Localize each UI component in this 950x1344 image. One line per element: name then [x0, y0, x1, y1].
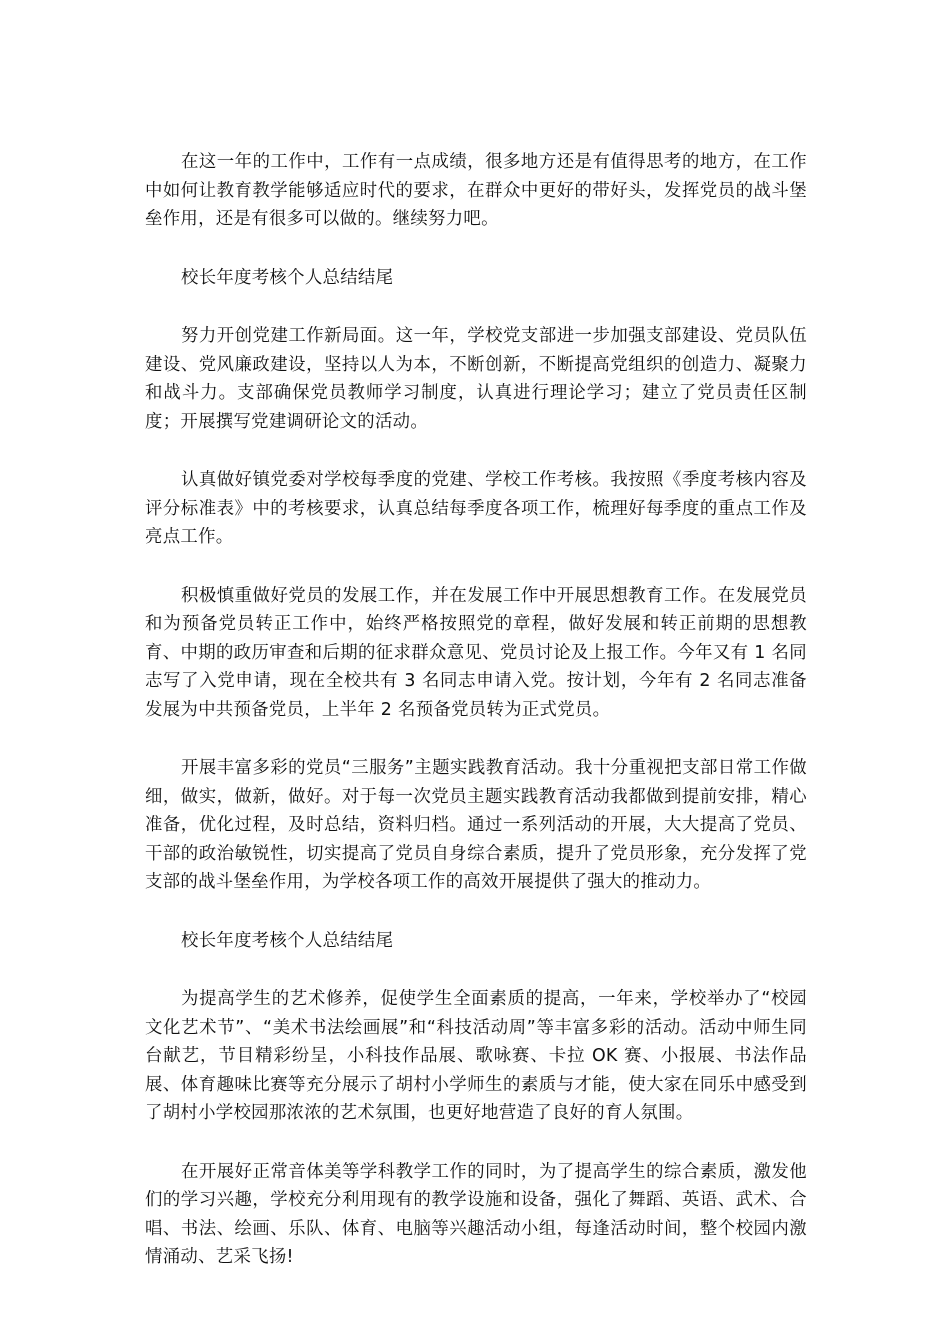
paragraph-reflection: 在这一年的工作中，工作有一点成绩，很多地方还是有值得思考的地方，在工作中如何让教育教学能够适应时代的要求，在群众中更好的带好头，发挥党员的战斗堡垒作用，还是有很多可以做的。继续努力吧。: [145, 152, 807, 229]
paragraph-practice-activities: 开展丰富多彩的党员“三服务”主题实践教育活动。我十分重视把支部日常工作做细，做实，做新，做好。对于每一次党员主题实践教育活动我都做到提前安排，精心准备，优化过程，及时总结，资料归档。通过一系列活动的开展，大大提高了党员、干部的政治敏锐性，切实提高了党员自身综合素质，提升了党员形象，充分发挥了党支部的战斗堡垒作用，为学校各项工作的高效开展提供了强大的推动力。: [145, 758, 807, 892]
paragraph-party-building: 努力开创党建工作新局面。这一年，学校党支部进一步加强支部建设、党员队伍建设、党风廉政建设，坚持以人为本，不断创新，不断提高党组织的创造力、凝聚力和战斗力。支部确保党员教师学习制度，认真进行理论学习；建立了党员责任区制度；开展撰写党建调研论文的活动。: [145, 326, 807, 432]
paragraph-member-development: 积极慎重做好党员的发展工作，并在发展工作中开展思想教育工作。在发展党员和为预备党员转正工作中，始终严格按照党的章程，做好发展和转正前期的思想教育、中期的政历审查和后期的征求群众意见、党员讨论及上报工作。今年又有 1 名同志写了入党申请，现在全校共有 3 名同志申请入党。按计划，今年有 2 名同志准备发展为中共预备党员，上半年 2 名预备党员转为正式党员。: [145, 585, 807, 720]
paragraph-interest-groups: 在开展好正常音体美等学科教学工作的同时，为了提高学生的综合素质，激发他们的学习兴趣，学校充分利用现有的教学设施和设备，强化了舞蹈、英语、武术、合唱、书法、绘画、乐队、体育、电脑等兴趣活动小组，每逢活动时间，整个校园内激情涌动、艺采飞扬!: [145, 1161, 807, 1267]
document-page: [145, 148, 807, 1302]
paragraph-quarterly-assessment: 认真做好镇党委对学校每季度的党建、学校工作考核。我按照《季度考核内容及评分标准表》中的考核要求，认真总结每季度各项工作，梳理好每季度的重点工作及亮点工作。: [145, 470, 807, 547]
section-heading: 校长年度考核个人总结结尾: [181, 930, 394, 951]
section-heading: 校长年度考核个人总结结尾: [181, 267, 394, 288]
paragraph-art-festival: 为提高学生的艺术修养，促使学生全面素质的提高，一年来，学校举办了“校园文化艺术节”、“美术书法绘画展”和“科技活动周”等丰富多彩的活动。活动中师生同台献艺，节目精彩纷呈，小科技作品展、歌咏赛、卡拉 OK 赛、小报展、书法作品展、体育趣味比赛等充分展示了胡村小学师生的素质与才能，使大家在同乐中感受到了胡村小学校园那浓浓的艺术氛围，也更好地营造了良好的育人氛围。: [145, 989, 807, 1123]
